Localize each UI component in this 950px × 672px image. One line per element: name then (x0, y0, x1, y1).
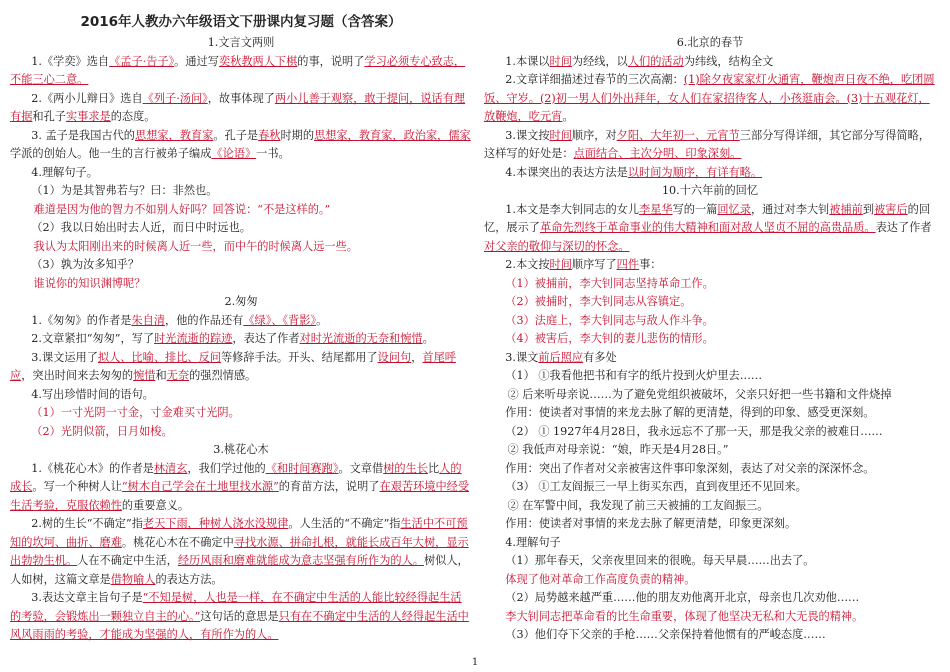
question-text: ，通过对李大钊 (750, 202, 830, 216)
answer-fill: 惋惜 (133, 369, 156, 382)
question-text: 作用：突出了作者对父亲被害这件事印象深刻，表达了对父亲的深深怀念。 (505, 461, 875, 475)
question-text: 和孔子 (32, 110, 66, 123)
paragraph (484, 367, 936, 386)
paragraph (484, 71, 936, 127)
paragraph (484, 164, 936, 183)
question-text: 的重要意义。 (121, 498, 190, 512)
answer-fill: 借物喻人 (110, 572, 156, 586)
question-text: （2）我以日始出时去人近，而日中时远也。 (31, 221, 251, 234)
question-text: 学派的创始人。他一生的言行被弟子编成 (10, 147, 212, 160)
answer-fill: 人的成长 (10, 461, 462, 493)
question-text: 3.课文 (505, 350, 539, 364)
question-text: 。孔子是 (213, 128, 259, 142)
paragraph (10, 238, 472, 257)
question-text: 3.课文按 (505, 128, 550, 142)
question-text: （2）局势越来越严重……他的朋友劝他离开北京，母亲也几次劝他…… (505, 591, 860, 604)
answer-fill: 两小儿善于观察，敢于提问，说话有理有据 (10, 91, 466, 123)
question-text: 4.理解句子 (505, 535, 561, 549)
answer-fill: 林清玄 (153, 461, 188, 475)
paragraph (484, 330, 936, 349)
question-text: 2.《两小儿辩日》选自 (31, 91, 143, 105)
answer-fill: 以时间为顺序，有详有略。 (627, 165, 763, 179)
question-text: （3）孰为汝多知乎？ (31, 258, 140, 271)
answer-fill: 思想家，教育家，政治家，儒家 (314, 128, 471, 142)
paragraph (484, 441, 936, 460)
question-text: （3）他们夺下父亲的手枪……父亲保持着他惯有的严峻态度…… (505, 628, 826, 641)
section-heading: 2.匆匆 (224, 295, 258, 308)
question-text: ② 我低声对母亲说：“娘，昨天是4月28日。” (507, 443, 729, 456)
question-text: 作用：使读者对事情的来龙去脉了解更清楚，印象更深刻。 (505, 517, 797, 530)
paragraph (10, 127, 472, 164)
question-text: ， (411, 350, 423, 364)
paragraph (484, 460, 936, 479)
paragraph (484, 423, 936, 442)
answer-text: 李大钊同志把革命看的比生命重要，体现了他坚决无私和大无畏的精神。 (505, 609, 864, 623)
question-text: ，我们学过他的 (187, 461, 266, 475)
question-text: 的回忆，展示了 (484, 202, 931, 234)
answer-text: 难道是因为他的智力不如别人好吗？回答说：“不是这样的。” (33, 202, 331, 216)
paragraph (484, 608, 936, 627)
paragraph (484, 515, 936, 534)
question-text: 1.《桃花心木》的作者是 (31, 461, 154, 475)
question-text: ② 后来听母亲说……为了避免党组织被破坏，父亲只好把一些书籍和文件烧掉 (507, 387, 892, 401)
paragraph (10, 219, 472, 238)
paragraph (484, 497, 936, 516)
question-text: 2.文章紧扣“匆匆”，写了 (31, 332, 155, 345)
question-text: 的育苗方法，说明了 (278, 480, 380, 493)
answer-fill: 拟人、比喻、排比、反问 (97, 350, 221, 364)
question-text: 。 (316, 313, 328, 327)
question-text: 有多处 (583, 350, 617, 364)
answer-fill: 学习必须专心致志，不能三心二意。 (10, 54, 466, 86)
question-text: 的事，说明了 (297, 54, 365, 68)
answer-fill: 对父亲的敬仰与深切的怀念。 (484, 239, 630, 253)
question-text: ，突出时间来去匆匆的 (21, 369, 134, 382)
answer-fill: 四件 (616, 258, 640, 271)
answer-text: 体现了他对革命工作高度负责的精神。 (505, 572, 696, 586)
section-heading: 10.十六年前的回忆 (661, 184, 759, 197)
paragraph (10, 460, 472, 516)
paragraph (10, 349, 472, 386)
question-text: 比 (427, 461, 440, 475)
paragraph (484, 404, 936, 423)
question-text: 3.表达文章主旨句子是 (31, 591, 143, 604)
paragraph (484, 552, 936, 571)
question-text: 4.写出珍惜时间的语句。 (31, 387, 154, 401)
answer-fill: 树的生长 (383, 461, 428, 475)
right-column (484, 34, 936, 645)
answer-fill: 思想家，教育家 (135, 128, 214, 142)
answer-fill: 《和时间赛跑》 (265, 461, 339, 475)
answer-fill: 前后照应 (538, 350, 584, 364)
question-text: 。桃花心木在不确定中 (121, 535, 234, 549)
answer-fill: 革命先烈终于革命事业的伟大精神和面对敌人坚贞不屈的高贵品质。 (539, 221, 876, 234)
answer-fill: 无奈 (166, 369, 190, 382)
answer-fill: 时光流逝的踪迹 (154, 332, 233, 345)
question-text: 和 (155, 369, 167, 382)
question-text: 3.课文运用了 (31, 350, 98, 364)
paragraph (484, 275, 936, 294)
answer-fill: 时间 (549, 54, 572, 68)
paragraph (10, 275, 472, 294)
question-text: 到 (862, 202, 875, 216)
question-text: （1）那年春天，父亲夜里回来的很晚。每天早晨……出去了。 (505, 554, 815, 567)
question-text: 1.本课以 (505, 54, 550, 68)
answer-fill: “树木自己学会在土地里找水源” (121, 480, 279, 493)
question-text: 。通过写 (174, 54, 219, 68)
paragraph (484, 201, 936, 257)
answer-text: （2）被捕时，李大钊同志从容镇定。 (505, 295, 692, 308)
question-text: 顺序，对 (571, 128, 617, 142)
paragraph (484, 571, 936, 590)
question-text: 这句话的意思是 (200, 609, 279, 623)
question-text: 写的一篇 (672, 202, 718, 216)
answer-text: （4）被害后，李大钊的妻儿悲伤的情形。 (505, 332, 714, 345)
question-text: 一书。 (256, 147, 290, 160)
question-text: ，故事体现了 (207, 91, 275, 105)
question-text: 为纬线，结构全文 (683, 54, 774, 68)
answer-text: （1）被捕前，李大钊同志坚持革命工作。 (505, 276, 714, 290)
question-text: 2.本文按 (505, 258, 550, 271)
paragraph (484, 53, 936, 72)
answer-fill: 经历风雨和磨难就能成为意志坚强有所作为的人。 (177, 554, 424, 567)
paragraph (10, 404, 472, 423)
question-text: 1.《学奕》选自 (31, 54, 110, 68)
answer-fill: 《孟子·告子》 (109, 54, 175, 68)
answer-fill: 人们的活动 (627, 54, 684, 68)
answer-fill: 点面结合、主次分明、印象深刻。 (573, 147, 742, 160)
answer-fill: 设问句 (377, 350, 412, 364)
answer-text: 我认为太阳刚出来的时候离人近一些，而中午的时候离人远一些。 (33, 239, 358, 253)
question-text: 。 (422, 332, 434, 345)
paragraph (10, 182, 472, 201)
question-text: 。文章借 (338, 461, 384, 475)
paragraph (484, 589, 936, 608)
paragraph (10, 312, 472, 331)
question-text: 。 (562, 110, 574, 123)
answer-fill: 奕秋教两人下棋 (218, 54, 298, 68)
question-text: 顺序写了 (571, 258, 617, 271)
question-text: 的强烈情感。 (189, 369, 257, 382)
paragraph (484, 626, 936, 645)
paragraph (10, 589, 472, 645)
question-text: 3. 孟子是我国古代的 (31, 128, 135, 142)
question-text: 时期的 (280, 128, 315, 142)
answer-text: （3）法庭上，李大钊同志与敌人作斗争。 (505, 313, 714, 327)
answer-fill: 朱自清 (131, 313, 166, 327)
answer-fill: 只有在不确定中生活的人经得起生活中风风雨雨的考验，才能成为坚强的人，有所作为的人。 (10, 609, 469, 641)
question-text: （1）为是其智弗若与？曰：非然也。 (31, 184, 218, 197)
question-text: 4.本课突出的表达方法是 (505, 165, 628, 179)
paragraph (10, 515, 472, 589)
question-text: （1） ①我看他把书和有字的纸片投到火炉里去…… (505, 369, 763, 382)
paragraph (484, 349, 936, 368)
question-text: ，表达了作者 (232, 332, 300, 345)
question-text: 的态度。 (110, 110, 156, 123)
answer-fill: 被害后 (874, 202, 908, 216)
question-text: 1.本文是李大钊同志的女儿 (505, 202, 640, 216)
section-heading: 1.文言文两则 (207, 36, 275, 49)
question-text: （2） ① 1927年4月28日，我永远忘不了那一天，那是我父亲的被难日…… (505, 424, 883, 438)
answer-fill: 《列子·汤问》 (142, 91, 208, 105)
question-text: 人在不确定中生活， (77, 554, 178, 567)
answer-fill: 老天下雨，种树人浇水没规律 (142, 517, 289, 530)
question-text: 4.理解句子。 (31, 165, 98, 179)
answer-fill: 夕阳、大年初一、元宵节 (616, 128, 740, 142)
question-text: 。人生活的“不确定”指 (288, 517, 401, 530)
answer-fill: 实事求是 (65, 110, 111, 123)
answer-fill: 首尾呼应 (10, 350, 456, 382)
paragraph (484, 312, 936, 331)
answer-fill: “不知是树，人也是一样，在不确定中生活的人能比较经得起生活的考验，会锻炼出一颗独立自主的心。” (10, 591, 462, 623)
answer-fill: 被捕前 (829, 202, 863, 216)
answer-fill: (1)除夕夜家家灯火通宵，鞭炮声日夜不绝，吃团圆饭、守岁。(2)初一男人们外出拜年，女人们在家招待客人，小孩逛庙会。(3)十五观花灯，放鞭炮，吃元宵 (484, 73, 935, 123)
question-text: 作用：使读者对事情的来龙去脉了解的更清楚，得到的印象、感受更深刻。 (505, 406, 875, 419)
answer-fill: 李星华 (639, 202, 673, 216)
question-text: ，他的作品还有 (165, 313, 244, 327)
question-text: 。写一个种树人让 (32, 480, 122, 493)
paragraph (10, 386, 472, 405)
question-text: 表达了作者 (875, 221, 932, 234)
question-text: 2.树的生长“不确定”指 (31, 517, 143, 530)
paragraph (484, 127, 936, 164)
paragraph (10, 164, 472, 183)
answer-fill: 寻找水源、拼命扎根，就能长成百年大树，显示出勃勃生机。 (10, 535, 469, 567)
answer-fill: 回忆录 (717, 202, 751, 216)
question-text: 2.文章详细描述过春节的三次高潮： (505, 73, 684, 86)
page-number: 1 (471, 657, 479, 668)
paragraph (484, 256, 936, 275)
paragraph (10, 423, 472, 442)
paragraph (484, 534, 936, 553)
section-heading: 6.北京的春节 (676, 36, 744, 49)
question-text: 树似人，人如树，这篇文章是 (10, 554, 469, 586)
question-text: （3） ①工友阎振三一早上街买东西，直到夜里还不见回来。 (505, 480, 807, 493)
question-text: 的表达方法。 (155, 572, 223, 586)
answer-fill: 《论语》 (211, 147, 257, 160)
question-text: 等修辞手法。开头、结尾都用了 (220, 350, 378, 364)
answer-fill: 对时光流逝的无奈和惋惜 (299, 332, 423, 345)
answer-fill: 春秋 (258, 128, 281, 142)
paragraph (10, 53, 472, 90)
question-text: 为经线，以 (571, 54, 628, 68)
paragraph (484, 478, 936, 497)
document-title: 2016年人教办六年级语文下册课内复习题（含答案） (80, 14, 402, 30)
answer-fill: 《绿》、《背影》 (243, 313, 317, 327)
paragraph (10, 256, 472, 275)
left-column (10, 34, 472, 645)
question-text: 事： (639, 258, 662, 271)
answer-text: （2）光阴似箭，日月如梭。 (31, 424, 173, 438)
answer-text: 谁说你的知识渊博呢？ (33, 276, 146, 290)
paragraph (484, 386, 936, 405)
answer-fill: 生活中不可预知的坎坷、曲折、磨难 (10, 517, 468, 549)
answer-fill: 时间 (549, 128, 572, 142)
answer-fill: 时间 (549, 258, 572, 271)
answer-fill: 在艰苦环境中经受生活考验，克服依赖性 (10, 480, 470, 512)
paragraph (10, 90, 472, 127)
question-text: 三部分写得详细，其它部分写得简略，这样写的好处是： (484, 128, 930, 160)
question-text: ② 在军警中间，我发现了前三天被捕的工友阎振三。 (507, 498, 769, 512)
answer-text: （1）一寸光阴一寸金，寸金难买寸光阴。 (31, 406, 240, 419)
section-heading: 3.桃花心木 (213, 443, 269, 456)
paragraph (10, 330, 472, 349)
paragraph (484, 293, 936, 312)
paragraph (10, 201, 472, 220)
question-text: 1.《匆匆》的作者是 (31, 313, 132, 327)
